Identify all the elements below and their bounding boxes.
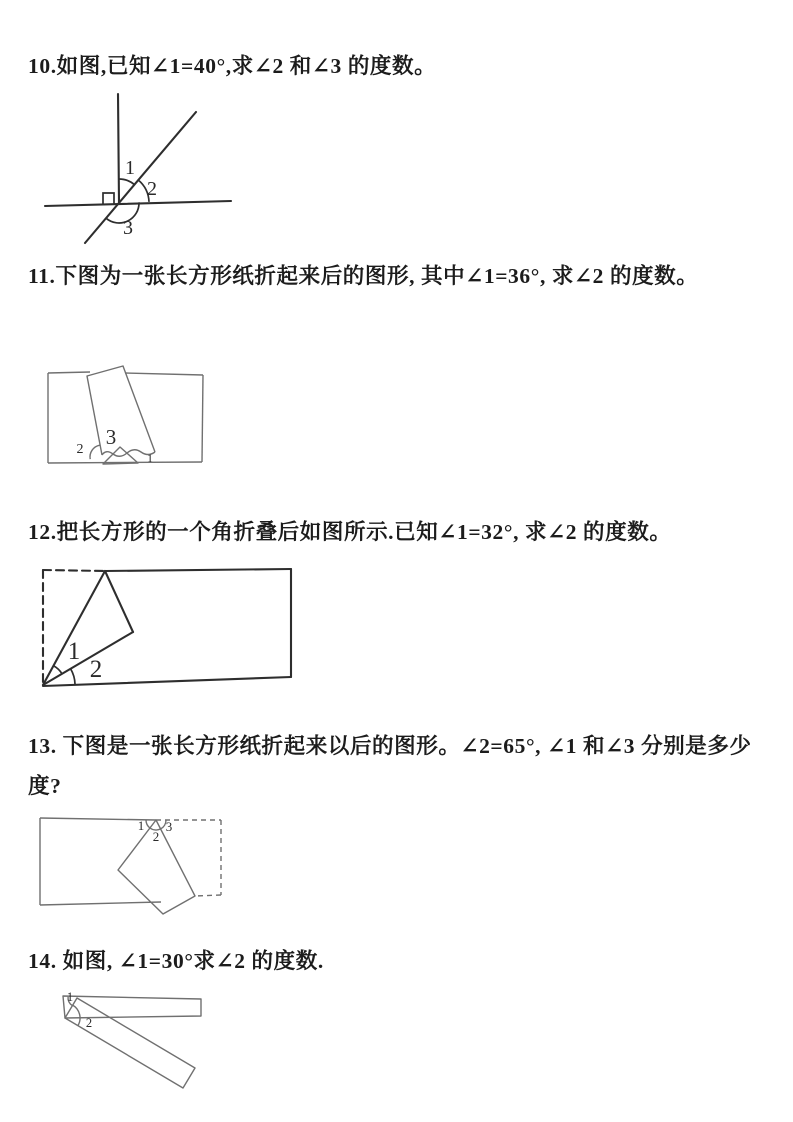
angle-3-label: 3	[123, 217, 133, 239]
angle-1-label: 1	[66, 990, 74, 1004]
figure-problem-11	[45, 358, 210, 472]
angle-1-label: 1	[137, 818, 145, 833]
rectangle-outline	[48, 372, 203, 463]
angle-1-label: 1	[67, 638, 81, 665]
angle-2-label: 2	[147, 178, 157, 200]
angle-1-label: 1	[125, 157, 135, 179]
figure-problem-13	[35, 812, 235, 922]
top-edge-left	[48, 372, 90, 373]
bottom-edge	[43, 677, 291, 686]
top-edge	[105, 569, 291, 571]
dashed-top-edge	[43, 570, 105, 571]
right-edge	[202, 375, 203, 462]
angle-2-label: 2	[89, 656, 103, 683]
problem-11-text: 11.下图为一张长方形纸折起来后的图形, 其中∠1=36°, 求∠2 的度数。	[28, 264, 699, 288]
flap-short-edge	[105, 571, 133, 632]
right-angle-mark	[103, 193, 114, 204]
angle-1-label: 1	[147, 451, 153, 465]
problem-12-text: 12.把长方形的一个角折叠后如图所示.已知∠1=32°, 求∠2 的度数。	[28, 520, 672, 544]
horizontal-line	[45, 201, 231, 206]
rectangle-outline	[43, 569, 291, 686]
angle-2-label: 2	[76, 442, 84, 457]
angle-3-label: 3	[105, 425, 117, 449]
diagonal-line	[85, 112, 196, 243]
horizontal-strip	[63, 996, 201, 1018]
top-edge-right	[125, 373, 203, 375]
angle-3-label: 3	[165, 819, 173, 834]
tilted-strip	[65, 998, 195, 1088]
figure-problem-14	[55, 985, 210, 1097]
intersecting-lines	[45, 94, 231, 243]
angle-2-arc	[90, 445, 100, 459]
angle-1-arc	[119, 179, 135, 185]
angle-1-arc	[146, 820, 150, 828]
angle-1-arc	[54, 666, 63, 674]
angle-2-label: 2	[152, 829, 160, 844]
angle-2-arc	[71, 669, 75, 684]
bottom-edge-solid	[40, 902, 161, 905]
angle-2-label: 2	[85, 1016, 93, 1030]
problem-13-text: 13. 下图是一张长方形纸折起来以后的图形。∠2=65°, ∠1 和∠3 分别是多少度?	[28, 734, 752, 798]
figure-problem-12	[35, 563, 300, 695]
problem-10-text: 10.如图,已知∠1=40°,求∠2 和∠3 的度数。	[28, 54, 437, 78]
rectangle-outline	[40, 818, 221, 905]
vertical-line	[118, 94, 119, 203]
dashed-bottom-edge	[195, 895, 221, 896]
figure-problem-10	[35, 90, 240, 255]
problem-14-text: 14. 如图, ∠1=30°求∠2 的度数.	[28, 949, 324, 973]
flap-outline	[87, 366, 155, 455]
folded-flap	[87, 366, 155, 464]
